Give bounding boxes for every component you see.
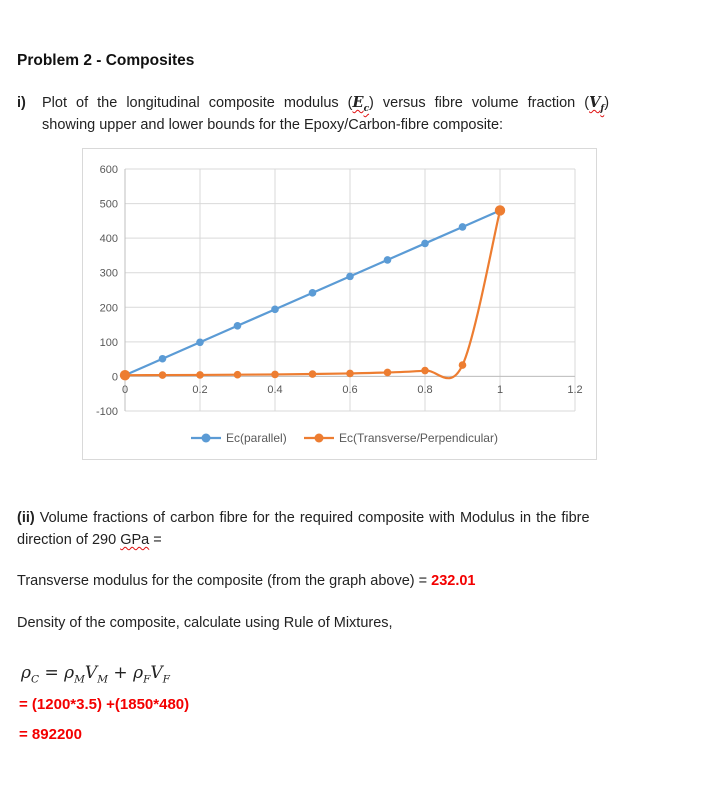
chart-legend bbox=[191, 431, 498, 445]
paragraph-ii-line1 bbox=[17, 507, 590, 529]
data-point-marker bbox=[459, 361, 467, 369]
y-tick-label: 500 bbox=[99, 198, 118, 211]
text-segment: showing upper and lower bounds for the Epoxy/Carbon-fibre composite: bbox=[42, 117, 504, 133]
legend-marker bbox=[202, 434, 211, 443]
text-segment: ) versus fibre volume fraction ( bbox=[369, 95, 590, 111]
y-tick-label: 600 bbox=[99, 164, 118, 176]
text-segment: = 892200 bbox=[19, 726, 82, 743]
legend-item-0 bbox=[191, 431, 287, 445]
data-point-marker bbox=[459, 223, 467, 231]
text-segment: V bbox=[589, 94, 601, 111]
data-point-marker bbox=[346, 370, 354, 378]
data-point-marker bbox=[271, 371, 279, 379]
text-segment: Plot of the longitudinal composite modulus ( bbox=[42, 95, 353, 111]
text-segment: ρ bbox=[133, 663, 144, 683]
x-axis-labels bbox=[122, 384, 583, 396]
calculation-line1 bbox=[19, 695, 189, 715]
data-point-marker bbox=[384, 369, 392, 377]
calculation-line2 bbox=[19, 725, 82, 745]
data-point-marker bbox=[120, 370, 130, 380]
data-point-marker bbox=[346, 273, 354, 281]
rule-of-mixtures-formula bbox=[21, 662, 170, 684]
data-point-marker bbox=[159, 371, 167, 379]
data-point-marker bbox=[271, 306, 279, 314]
data-point-marker bbox=[309, 289, 317, 297]
legend-marker bbox=[315, 434, 324, 443]
x-tick-label: 1 bbox=[496, 384, 504, 396]
text-segment: V bbox=[150, 663, 163, 683]
transverse-modulus-line bbox=[17, 570, 475, 592]
text-segment: 232.01 bbox=[431, 573, 476, 589]
data-point-marker bbox=[421, 367, 429, 375]
text-segment: Volume fractions of carbon fibre for the required composite with Modulus in the fibre bbox=[34, 510, 590, 526]
data-point-marker bbox=[421, 240, 429, 248]
y-tick-label: 100 bbox=[99, 336, 118, 349]
text-segment: direction of 290 bbox=[17, 532, 121, 548]
paragraph-i-line2 bbox=[42, 114, 503, 136]
text-segment: f bbox=[600, 103, 605, 114]
legend-label: Ec(parallel) bbox=[226, 431, 287, 445]
x-tick-label: 0 bbox=[121, 384, 129, 396]
x-tick-label: 0.8 bbox=[417, 384, 433, 396]
text-segment: ρ bbox=[21, 663, 31, 683]
x-tick-label: 0.4 bbox=[267, 384, 283, 396]
x-tick-label: 0.6 bbox=[342, 384, 358, 396]
text-segment: c bbox=[363, 103, 370, 114]
y-tick-label: 0 bbox=[111, 371, 118, 384]
data-point-marker bbox=[159, 355, 167, 363]
y-axis-labels bbox=[96, 164, 118, 418]
text-segment: F bbox=[162, 673, 170, 686]
series-markers-0 bbox=[121, 207, 504, 379]
text-segment: E bbox=[352, 94, 364, 111]
text-segment: ρ bbox=[64, 663, 75, 683]
text-segment: = bbox=[149, 532, 162, 548]
data-point-marker bbox=[495, 205, 505, 215]
x-tick-label: 1.2 bbox=[567, 384, 583, 396]
paragraph-ii-line2 bbox=[17, 529, 162, 551]
data-point-marker bbox=[196, 338, 204, 346]
y-tick-label: 300 bbox=[99, 267, 118, 280]
text-segment: (ii) bbox=[17, 510, 35, 526]
text-segment: C bbox=[31, 673, 40, 686]
paragraph-i-line1 bbox=[42, 92, 609, 114]
text-segment: M bbox=[97, 673, 108, 686]
data-point-marker bbox=[384, 256, 392, 264]
text-segment: = bbox=[39, 663, 65, 683]
y-tick-label: -100 bbox=[95, 406, 118, 418]
text-segment: Density of the composite, calculate using Rule of Mixtures, bbox=[17, 615, 393, 631]
data-point-marker bbox=[309, 370, 317, 378]
text-segment: F bbox=[143, 673, 151, 686]
y-tick-label: 400 bbox=[99, 233, 118, 246]
list-marker-i: i) bbox=[17, 95, 26, 111]
text-segment: ) bbox=[604, 95, 610, 111]
text-segment: GPa bbox=[120, 532, 150, 548]
text-segment: Transverse modulus for the composite (from the graph above) = bbox=[17, 573, 432, 589]
text-segment: + bbox=[108, 663, 134, 683]
text-segment: V bbox=[84, 663, 98, 683]
legend-label: Ec(Transverse/Perpendicular) bbox=[339, 431, 498, 445]
density-line bbox=[17, 612, 393, 634]
text-segment: M bbox=[74, 673, 85, 686]
x-tick-label: 0.2 bbox=[192, 384, 208, 396]
page-title: Problem 2 - Composites bbox=[17, 52, 195, 69]
chart-canvas bbox=[83, 149, 596, 459]
legend-item-1 bbox=[304, 431, 498, 445]
data-point-marker bbox=[196, 371, 204, 379]
data-point-marker bbox=[234, 322, 242, 330]
y-tick-label: 200 bbox=[99, 302, 118, 315]
text-segment: = (1200*3.5) +(1850*480) bbox=[19, 696, 190, 713]
data-point-marker bbox=[234, 371, 242, 379]
composite-modulus-chart bbox=[82, 148, 597, 460]
